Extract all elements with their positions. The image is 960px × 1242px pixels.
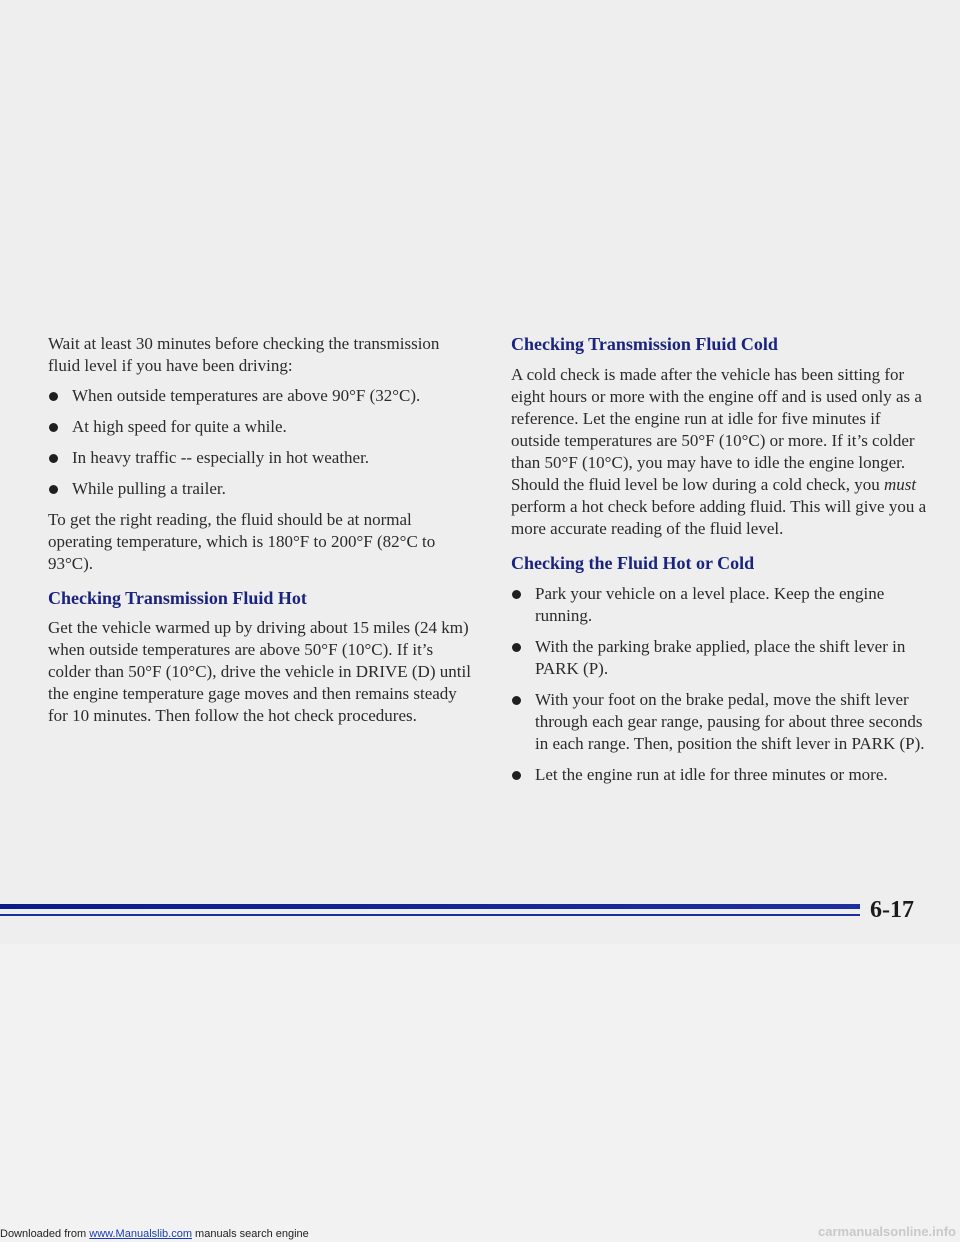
footer-suffix: manuals search engine bbox=[195, 1228, 309, 1240]
footer-rule-thick bbox=[0, 904, 860, 909]
footer-rule-thin bbox=[0, 914, 860, 916]
hot-check-paragraph: Get the vehicle warmed up by driving about 15 miles (24 km) when outside temperatures are above 50°F (10°C). If it’s colder than 50°F (10°C), drive the vehicle in DRIVE (D) until the engine temperature gage moves and then remains steady for 10 minutes. Then follow the hot check procedures. bbox=[48, 618, 471, 725]
heading-fluid-hot-or-cold: Checking the Fluid Hot or Cold bbox=[511, 553, 755, 573]
right-column bbox=[511, 333, 929, 795]
cold-check-paragraph bbox=[511, 364, 929, 540]
manualslib-link[interactable]: www.Manualslib.com bbox=[89, 1228, 192, 1240]
emphasis-must: must bbox=[883, 475, 917, 494]
list-item: With the parking brake applied, place the shift lever in PARK (P). bbox=[511, 636, 929, 680]
cold-text-start: A cold check is made after the vehicle has been sitting for eight hours or more with the engine off and is used only as a reference. Let the engine run at idle for five minutes if outside temperatures are 50°F (10°C) or more. If it’s colder than 50°F (10°C), you may have to idle the engine longer. Should the fluid level be low during a cold check, you bbox=[511, 365, 922, 494]
download-footer bbox=[0, 1228, 309, 1241]
footer-prefix: Downloaded from bbox=[0, 1228, 87, 1240]
temperature-paragraph: To get the right reading, the fluid should be at normal operating temperature, which is 180°F to 200°F (82°C to 93°C). bbox=[48, 510, 436, 573]
driving-conditions-list bbox=[48, 385, 473, 500]
procedure-list bbox=[511, 583, 929, 786]
heading-fluid-hot: Checking Transmission Fluid Hot bbox=[48, 588, 307, 608]
list-item: While pulling a trailer. bbox=[48, 478, 473, 500]
cold-text-end: perform a hot check before adding fluid. This will give you a more accurate reading of the fluid level. bbox=[511, 497, 927, 538]
heading-fluid-cold: Checking Transmission Fluid Cold bbox=[511, 334, 778, 354]
watermark: carmanualsonline.info bbox=[818, 1224, 956, 1239]
left-column bbox=[48, 333, 473, 727]
list-item: Let the engine run at idle for three minutes or more. bbox=[511, 764, 929, 786]
list-item: At high speed for quite a while. bbox=[48, 416, 473, 438]
page-number: 6-17 bbox=[870, 897, 914, 923]
list-item: When outside temperatures are above 90°F (32°C). bbox=[48, 385, 473, 407]
list-item: Park your vehicle on a level place. Keep the engine running. bbox=[511, 583, 929, 627]
intro-paragraph: Wait at least 30 minutes before checking the transmission fluid level if you have been driving: bbox=[48, 334, 440, 375]
list-item: With your foot on the brake pedal, move the shift lever through each gear range, pausing for about three seconds in each range. Then, position the shift lever in PARK (P). bbox=[511, 689, 929, 755]
list-item: In heavy traffic -- especially in hot weather. bbox=[48, 447, 473, 469]
